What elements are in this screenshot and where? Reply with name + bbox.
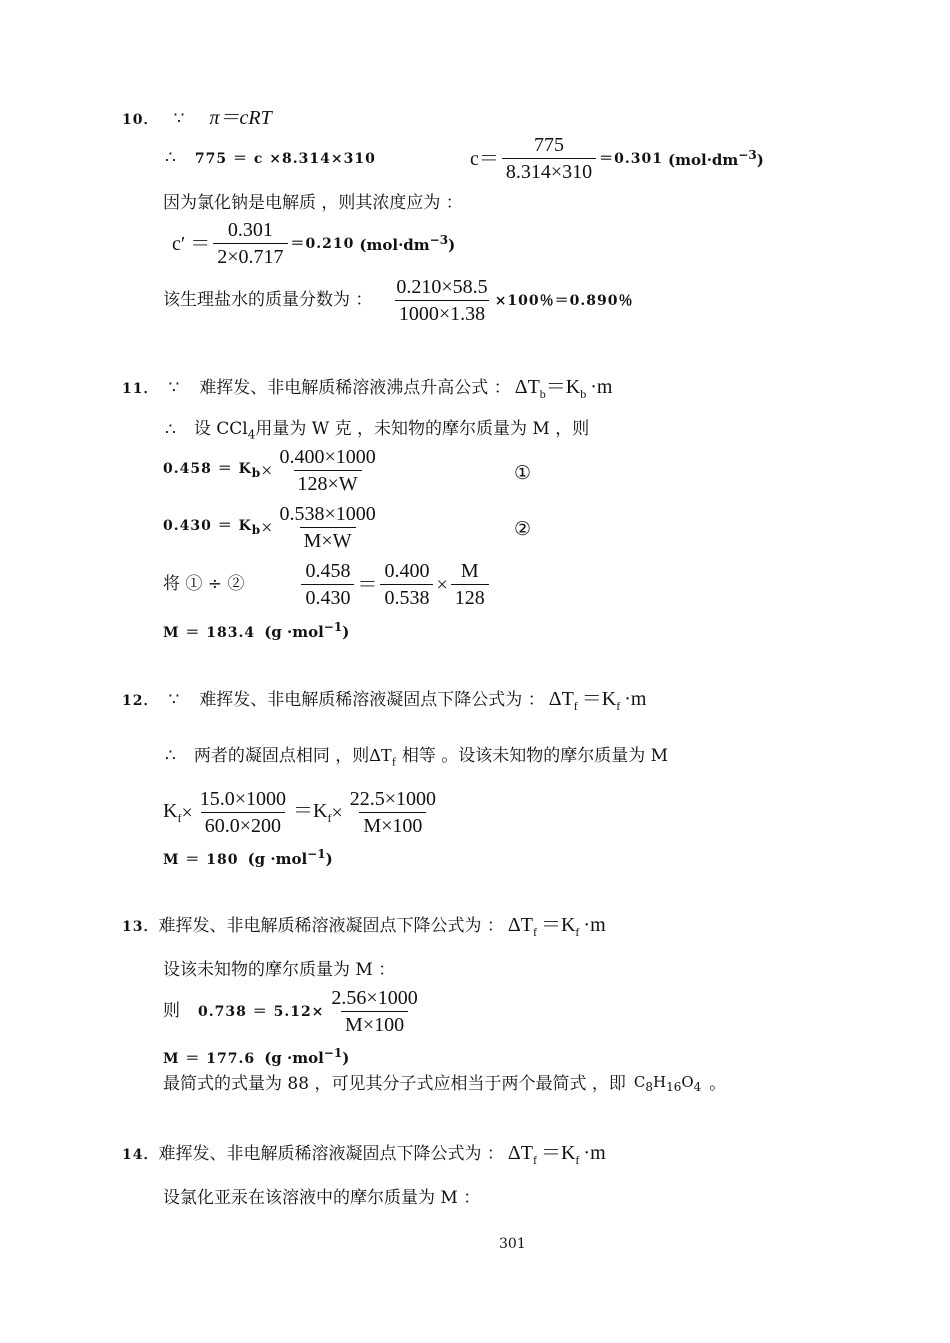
setup-part: 相等 。设该未知物的摩尔质量为 M (401, 746, 669, 767)
subscript: b (251, 465, 262, 480)
subscript: b (539, 387, 546, 401)
equation-1 (163, 447, 383, 494)
law-text: 难挥发、非电解质稀溶液沸点升高公式 ： (199, 378, 511, 398)
problem-number: 13． (122, 918, 159, 935)
equals: ＝ (357, 573, 378, 596)
because-symbol: ∵ (173, 109, 185, 129)
oxygen: O (681, 1073, 694, 1091)
subscript: b (580, 387, 587, 401)
c-prime-lhs: c′ ＝ (172, 232, 211, 255)
subscript: f (327, 811, 332, 825)
eq-lhs (163, 462, 261, 479)
result-13 (163, 1047, 349, 1066)
result-11 (163, 621, 349, 640)
unit (247, 847, 333, 868)
denominator: 0.538 (380, 584, 433, 608)
subscript: f (177, 811, 182, 825)
fraction (275, 447, 379, 494)
law-formula (508, 1143, 606, 1166)
equation-12 (163, 789, 443, 836)
k-symbol: ＝K (540, 1142, 576, 1164)
delta-t (369, 746, 396, 768)
problem-13-setup: 设该未知物的摩尔质量为 M ： (163, 960, 396, 980)
denominator: M×100 (341, 1011, 408, 1035)
problem-13-header (122, 915, 606, 938)
osmotic-formula: π＝cRT (209, 107, 272, 129)
numerator: 775 (534, 134, 565, 156)
unit-close: ) (756, 151, 764, 169)
therefore-symbol: ∴ (165, 148, 176, 168)
equals-k-text: ＝K (293, 800, 328, 822)
k-symbol: ＝K (545, 376, 581, 398)
problem-12-setup (165, 746, 668, 768)
equals-k (293, 801, 331, 824)
result-12 (163, 848, 333, 867)
c-prime-result: ＝0.210 (290, 235, 355, 252)
k-text: K (163, 800, 178, 822)
delta-t-text: ΔT (369, 745, 392, 765)
problem-14-setup: 设氯化亚汞在该溶液中的摩尔质量为 M ： (163, 1188, 481, 1208)
because-symbol: ∵ (168, 378, 180, 398)
subscript: 4 (247, 427, 256, 442)
setup-part: 设 CCl (193, 419, 248, 439)
subscript: f (532, 1153, 537, 1167)
molality: ·m (624, 688, 647, 710)
unit-base: (g ·mol (264, 623, 324, 641)
eq-lhs: 0.738 ＝ 5.12× (198, 1003, 325, 1020)
unit-exponent: −1 (323, 1046, 343, 1060)
eq-lhs (163, 519, 261, 536)
molecular-formula (634, 1075, 701, 1093)
equation-2 (163, 504, 383, 551)
denominator: 0.430 (301, 584, 354, 608)
eq-lhs-text: 0.458 ＝ K (163, 461, 252, 478)
problem-number: 14． (122, 1146, 159, 1163)
unit-base: (mol·dm (668, 151, 739, 169)
numerator: 0.458 (305, 560, 351, 582)
eq-lhs-text: 0.430 ＝ K (163, 518, 252, 535)
unit-close: ) (342, 1049, 350, 1067)
unit-exponent: −3 (738, 148, 757, 162)
subscript: f (616, 699, 621, 713)
carbon: C (633, 1073, 646, 1091)
unit-close: ) (325, 850, 333, 868)
problem-10-header (122, 108, 272, 128)
problem-number: 10． (122, 112, 159, 128)
subscript: 8 (645, 1080, 653, 1094)
numerator: 0.210×58.5 (396, 276, 488, 298)
mass-fraction-result: ×100％＝0.890％ (494, 292, 634, 309)
setup-part: 两者的凝固点相同 ，则 (193, 746, 370, 767)
unit-base: (mol·dm (359, 236, 430, 254)
denominator: 128 (451, 584, 489, 608)
problem-10-line2 (165, 150, 376, 167)
fraction (301, 561, 354, 608)
fraction (275, 504, 379, 551)
fraction (327, 988, 421, 1035)
fraction (380, 561, 433, 608)
period: 。 (709, 1073, 727, 1094)
numerator: 22.5×1000 (349, 788, 437, 810)
problem-number: 12． (122, 692, 159, 709)
setup-text (194, 421, 589, 440)
division-line (163, 561, 492, 608)
unit (359, 234, 455, 253)
c-result: ＝0.301 (599, 150, 664, 167)
c-lhs: c＝ (470, 147, 499, 170)
therefore-symbol: ∴ (165, 420, 176, 441)
equation-13 (163, 988, 425, 1035)
law-text: 难挥发、非电解质稀溶液凝固点下降公式为 ： (158, 1144, 504, 1164)
nacl-note: 因为氯化钠是电解质 ，则其浓度应为 ： (163, 193, 463, 213)
numerator: 0.538×1000 (279, 503, 376, 525)
law-formula (515, 377, 613, 400)
subscript: b (251, 522, 262, 537)
mass-fraction-text: 该生理盐水的质量分数为 ： (163, 290, 373, 310)
fraction (451, 561, 489, 608)
law-text: 难挥发、非电解质稀溶液凝固点下降公式为 ： (199, 690, 545, 710)
problem-11-header (122, 377, 612, 400)
unit-base: (g ·mol (247, 850, 308, 868)
result-value: M ＝ 177.6 (163, 1051, 256, 1067)
molality: ·m (583, 914, 606, 936)
unit (668, 149, 764, 168)
unit-close: ) (342, 623, 350, 641)
subscript: f (573, 699, 578, 713)
result-value: M ＝ 183.4 (163, 625, 256, 641)
unit-close: ) (448, 236, 456, 254)
subscript: 16 (666, 1080, 682, 1094)
numerator: M (460, 560, 479, 582)
mass-fraction-line (163, 277, 633, 324)
problem-12-header (122, 689, 646, 712)
c-prime-calculation (172, 220, 455, 267)
fraction (196, 789, 290, 836)
then-text: 则 (163, 1001, 180, 1021)
times: × (261, 516, 273, 539)
fraction (346, 789, 440, 836)
division-text: 将 ① ÷ ② (163, 574, 245, 594)
hydrogen: H (652, 1073, 667, 1091)
marker-2: ② (514, 518, 532, 540)
fraction (502, 135, 596, 182)
marker-1: ① (514, 462, 532, 484)
denominator: 1000×1.38 (395, 300, 489, 324)
times: × (436, 573, 448, 596)
unit (264, 620, 350, 641)
k-symbol: ＝K (540, 914, 576, 936)
molality: ·m (590, 376, 613, 398)
times: × (261, 459, 273, 482)
denominator: 2×0.717 (213, 243, 287, 267)
molality: ·m (583, 1142, 606, 1164)
law-text: 难挥发、非电解质稀溶液凝固点下降公式为 ： (158, 916, 504, 936)
denominator: 8.314×310 (502, 158, 596, 182)
k-symbol: ＝K (581, 688, 617, 710)
equation: 775 ＝ c ×8.314×310 (194, 151, 376, 167)
fraction (392, 277, 491, 324)
numerator: 0.301 (227, 219, 273, 241)
k-symbol (163, 801, 181, 824)
result-value: M ＝ 180 (163, 852, 239, 868)
setup-part: 用量为 W 克 ，未知物的摩尔质量为 M ，则 (255, 419, 590, 439)
because-symbol: ∵ (168, 690, 180, 710)
fraction (213, 220, 287, 267)
problem-14-header (122, 1143, 606, 1166)
times: × (181, 801, 193, 824)
subscript: f (575, 1153, 580, 1167)
law-formula (549, 689, 647, 712)
conclusion-13 (163, 1075, 726, 1093)
denominator: M×100 (359, 812, 426, 836)
unit (264, 1046, 350, 1067)
unit-exponent: −1 (307, 847, 326, 861)
problem-number: 11． (122, 380, 159, 397)
delta-t: ΔT (507, 1142, 533, 1164)
subscript: f (391, 754, 396, 769)
delta-t: ΔT (507, 914, 533, 936)
delta-t: ΔT (548, 688, 574, 710)
numerator: 15.0×1000 (199, 788, 287, 810)
subscript: f (575, 925, 580, 939)
conclusion-text: 最简式的式量为 88 ，可见其分子式应相当于两个最简式 ，即 (163, 1073, 626, 1094)
page-number: 301 (499, 1236, 526, 1252)
delta-t: ΔT (514, 376, 540, 398)
numerator: 0.400×1000 (279, 446, 376, 468)
subscript: 4 (693, 1080, 702, 1094)
law-formula (508, 915, 606, 938)
c-calculation (470, 135, 764, 182)
times: × (331, 801, 343, 824)
subscript: f (532, 925, 537, 939)
denominator: 60.0×200 (201, 812, 285, 836)
therefore-symbol: ∴ (165, 746, 176, 767)
unit-exponent: −3 (429, 233, 449, 247)
unit-base: (g ·mol (264, 1049, 324, 1067)
unit-exponent: −1 (323, 620, 343, 634)
numerator: 2.56×1000 (331, 987, 418, 1009)
problem-11-setup (165, 421, 589, 440)
numerator: 0.400 (384, 560, 430, 582)
denominator: 128×W (294, 470, 362, 494)
denominator: M×W (300, 527, 356, 551)
